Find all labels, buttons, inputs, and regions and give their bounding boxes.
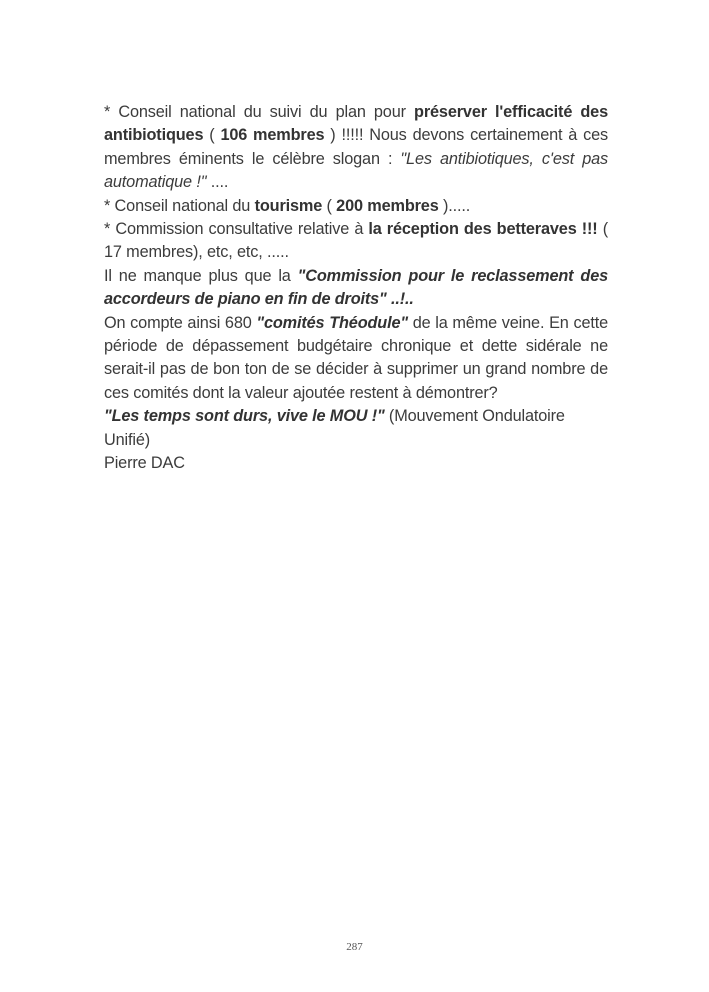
text-run: de la même veine. En cette bbox=[407, 313, 609, 332]
paragraph-betteraves bbox=[104, 218, 608, 265]
bold-text: la réception des betteraves !!! bbox=[368, 220, 598, 239]
text-run: ) !!!!! Nous devons certainement à ces bbox=[324, 126, 608, 145]
text-run: serait-il pas de bon ton de se décider à supprimer un grand nombre de bbox=[104, 360, 608, 379]
bold-text: antibiotiques bbox=[104, 126, 204, 145]
text-line bbox=[104, 358, 608, 381]
page-body bbox=[104, 101, 608, 476]
text-line bbox=[104, 195, 608, 218]
text-run: * Conseil national du suivi du plan pour bbox=[104, 103, 415, 121]
text-run: * Conseil national du bbox=[104, 196, 255, 215]
text-run: On compte ainsi 680 bbox=[104, 313, 257, 332]
text-line bbox=[104, 265, 608, 288]
italic-text: automatique !" bbox=[104, 173, 207, 192]
text-run: * Commission consultative relative à bbox=[104, 220, 369, 239]
bold-italic-text: "comités Théodule" bbox=[256, 313, 408, 332]
text-line bbox=[104, 241, 608, 264]
text-line bbox=[104, 382, 608, 405]
italic-text: "Les antibiotiques, c'est pas bbox=[400, 149, 609, 168]
text-run: membres éminents le célèbre slogan : bbox=[104, 149, 401, 168]
paragraph-quote bbox=[104, 405, 608, 452]
paragraph-commission bbox=[104, 265, 608, 312]
text-run: ces comités dont la valeur ajoutée restent à démontrer? bbox=[104, 383, 498, 402]
text-run: 17 membres), etc, etc, ..... bbox=[104, 243, 289, 262]
text-line bbox=[104, 101, 608, 124]
text-line bbox=[104, 312, 608, 335]
bold-italic-text: "Commission pour le reclassement des bbox=[297, 266, 608, 285]
text-run: Il ne manque plus que la bbox=[104, 266, 298, 285]
text-line bbox=[104, 335, 608, 358]
text-line bbox=[104, 218, 608, 241]
paragraph-antibiotiques bbox=[104, 101, 608, 195]
text-line bbox=[104, 124, 608, 147]
text-run: ( bbox=[597, 220, 609, 239]
text-run: (Mouvement Ondulatoire Unifié) bbox=[104, 407, 565, 449]
bold-text: 200 membres bbox=[336, 196, 439, 215]
text-line bbox=[104, 148, 608, 171]
text-run: période de dépassement budgétaire chronique et dette sidérale ne bbox=[104, 337, 608, 356]
text-line bbox=[104, 405, 608, 452]
signature: Pierre DAC bbox=[104, 454, 185, 473]
paragraph-comites bbox=[104, 312, 608, 406]
text-line bbox=[104, 171, 608, 194]
text-line bbox=[104, 288, 608, 311]
paragraph-tourisme bbox=[104, 195, 608, 218]
bold-text: préserver l'efficacité des bbox=[414, 103, 608, 121]
text-run: )..... bbox=[438, 196, 471, 215]
page-number: 287 bbox=[346, 941, 363, 953]
bold-italic-text: "Les temps sont durs, vive le MOU !" bbox=[104, 407, 385, 426]
text-run: .... bbox=[206, 173, 229, 192]
bold-italic-text: accordeurs de piano en fin de droits" ..!.. bbox=[104, 290, 414, 309]
bold-text: tourisme bbox=[254, 196, 323, 215]
text-run: ( bbox=[322, 196, 337, 215]
bold-text: 106 membres bbox=[220, 126, 325, 145]
text-run: ( bbox=[203, 126, 221, 145]
